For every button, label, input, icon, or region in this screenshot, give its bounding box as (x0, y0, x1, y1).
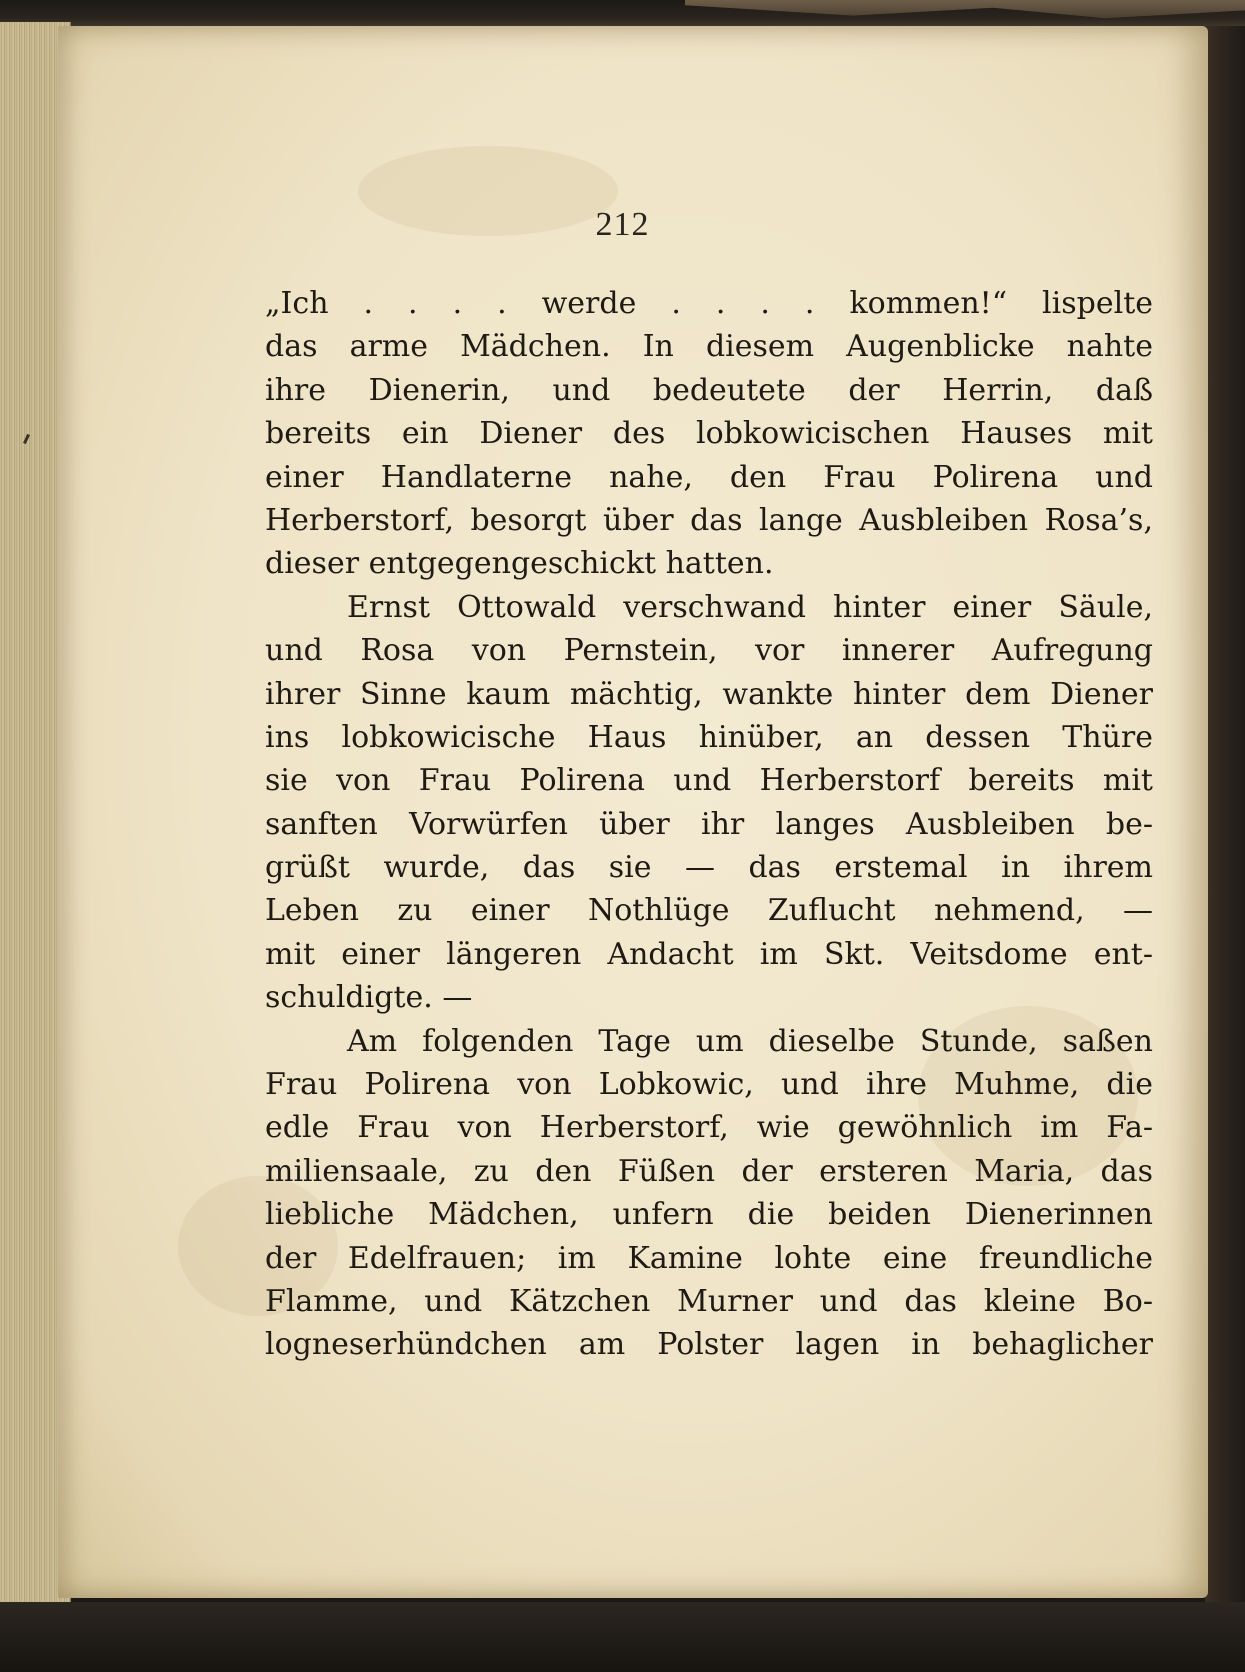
cover-edge (1205, 26, 1245, 1606)
text-line: Flamme, und Kätzchen Murner und das kleine Bo- (265, 1283, 1153, 1319)
text-line: schuldigte. — (265, 980, 473, 1016)
text-line: sie von Frau Polirena und Herberstorf bereits mit (265, 763, 1153, 799)
body-text (265, 282, 1153, 1367)
text-line: ihre Dienerin, und bedeutete der Herrin, daß (265, 372, 1153, 408)
text-line: Ernst Ottowald verschwand hinter einer Säule, (347, 589, 1153, 625)
text-line: und Rosa von Pernstein, vor innerer Aufregung (265, 633, 1153, 669)
text-line: einer Handlaterne nahe, den Frau Polirena und (265, 459, 1153, 495)
text-line: Am folgenden Tage um dieselbe Stunde, saßen (347, 1023, 1153, 1059)
torn-cover-edge (685, 0, 1245, 26)
text-line: „Ich . . . . werde . . . . kommen!“ lispelte (265, 286, 1153, 321)
page-number: 212 (595, 206, 650, 243)
text-line: logneserhündchen am Polster lagen in behaglicher (265, 1327, 1153, 1363)
text-line: ins lobkowicische Haus hinüber, an dessen Thüre (265, 719, 1153, 755)
text-line: der Edelfrauen; im Kamine lohte eine freundliche (265, 1240, 1153, 1276)
text-line: grüßt wurde, das sie — das erstemal in ihrem (265, 850, 1153, 886)
text-line: dieser entgegengeschickt hatten. (265, 546, 774, 582)
text-line: bereits ein Diener des lobkowicischen Hauses mit (265, 416, 1153, 452)
text-line: Leben zu einer Nothlüge Zuflucht nehmend, — (265, 893, 1153, 929)
text-line: liebliche Mädchen, unfern die beiden Dienerinnen (265, 1197, 1153, 1233)
text-line: edle Frau von Herberstorf, wie gewöhnlich im Fa- (265, 1110, 1153, 1146)
text-line: das arme Mädchen. In diesem Augenblicke nahte (265, 329, 1153, 365)
text-line: miliensaale, zu den Füßen der ersteren Maria, das (265, 1153, 1153, 1189)
text-line: mit einer längeren Andacht im Skt. Veitsdome ent- (265, 936, 1153, 972)
bottom-shadow (0, 1602, 1245, 1672)
text-line: Herberstorf, besorgt über das lange Ausbleiben Rosa’s, (265, 502, 1153, 538)
text-line: sanften Vorwürfen über ihr langes Ausbleiben be- (265, 806, 1153, 842)
text-line: ihrer Sinne kaum mächtig, wankte hinter dem Diener (265, 676, 1153, 712)
text-line: Frau Polirena von Lobkowic, und ihre Muhme, die (265, 1067, 1153, 1103)
